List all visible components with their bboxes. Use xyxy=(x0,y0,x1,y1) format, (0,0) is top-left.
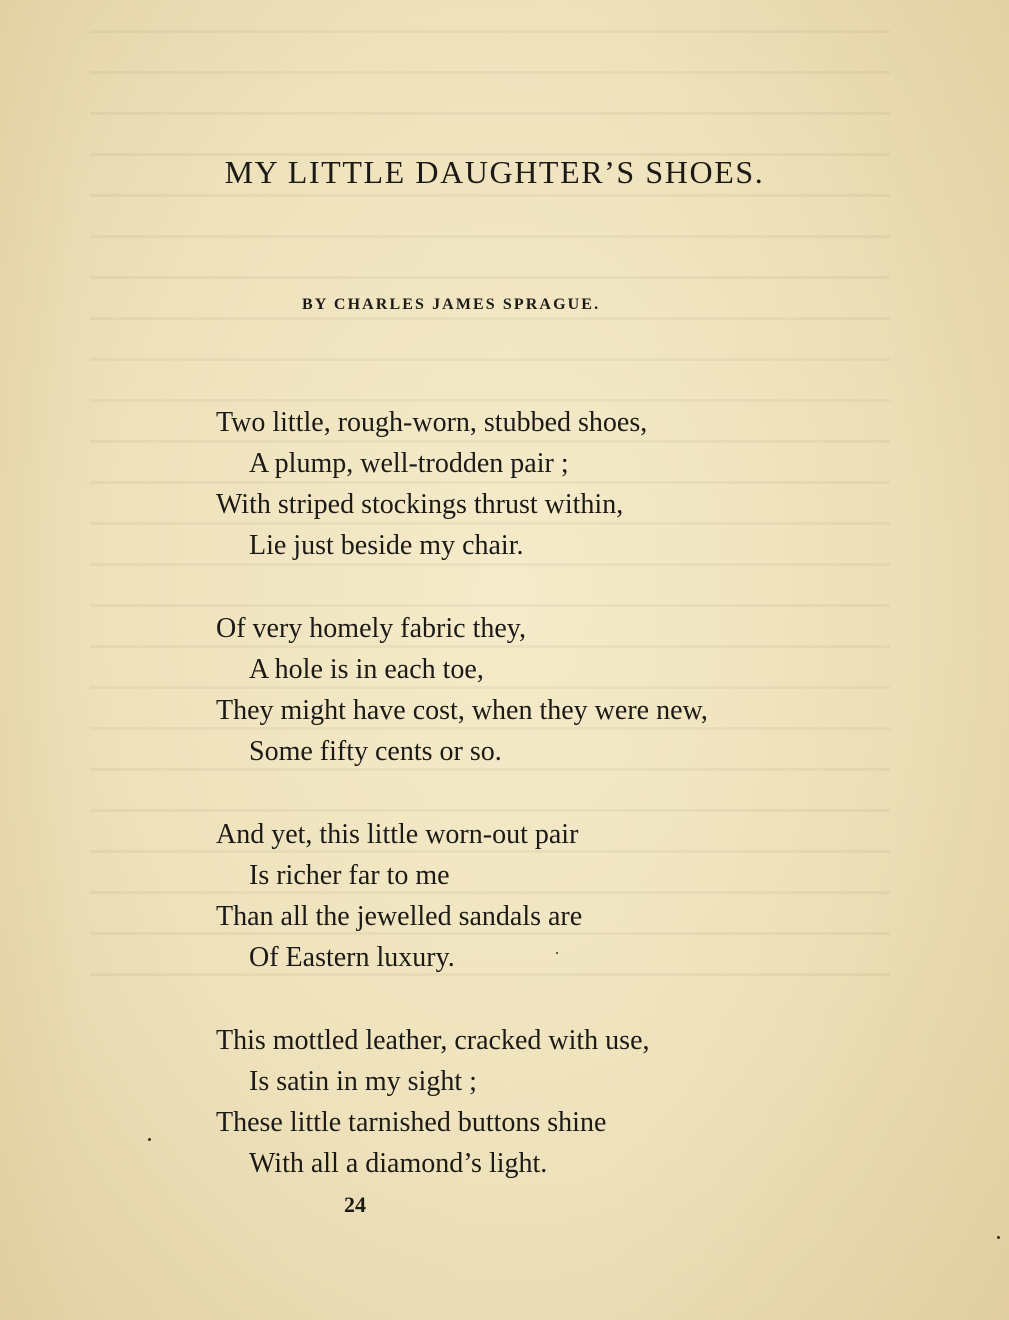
paper-speck xyxy=(997,1236,1000,1239)
poem-line: A plump, well-trodden pair ; xyxy=(249,448,569,479)
stanza-2 xyxy=(216,608,708,772)
stanza-1 xyxy=(216,402,708,566)
poem-line: This mottled leather, cracked with use, xyxy=(216,1025,650,1056)
poem-title-text: MY LITTLE DAUGHTER’S SHOES. xyxy=(224,154,765,190)
poem-line: And yet, this little worn-out pair xyxy=(216,819,579,850)
poem-line: With striped stockings thrust within, xyxy=(216,489,624,520)
poem-line: Is satin in my sight ; xyxy=(249,1066,477,1097)
poem-line: They might have cost, when they were new, xyxy=(216,695,708,726)
poem-line: A hole is in each toe, xyxy=(249,654,484,685)
paper-speck xyxy=(148,1138,151,1141)
poem-line: With all a diamond’s light. xyxy=(249,1148,548,1179)
poem-body xyxy=(216,402,708,1226)
poem-line: Of Eastern luxury. xyxy=(249,942,455,973)
poem-line: These little tarnished buttons shine xyxy=(216,1107,607,1138)
paper-speck xyxy=(556,952,558,954)
poem-line: Than all the jewelled sandals are xyxy=(216,901,583,932)
poem-byline: BY CHARLES JAMES SPRAGUE. xyxy=(302,296,601,313)
poem-line: Is richer far to me xyxy=(249,860,450,891)
page-number: 24 xyxy=(344,1192,366,1217)
stanza-4 xyxy=(216,1020,708,1184)
poem-title xyxy=(0,154,1009,191)
poem-line: Lie just beside my chair. xyxy=(249,530,524,561)
stanza-3 xyxy=(216,814,708,978)
poem-line: Of very homely fabric they, xyxy=(216,613,526,644)
poem-line: Two little, rough-worn, stubbed shoes, xyxy=(216,407,648,438)
poem-line: Some fifty cents or so. xyxy=(249,736,502,767)
